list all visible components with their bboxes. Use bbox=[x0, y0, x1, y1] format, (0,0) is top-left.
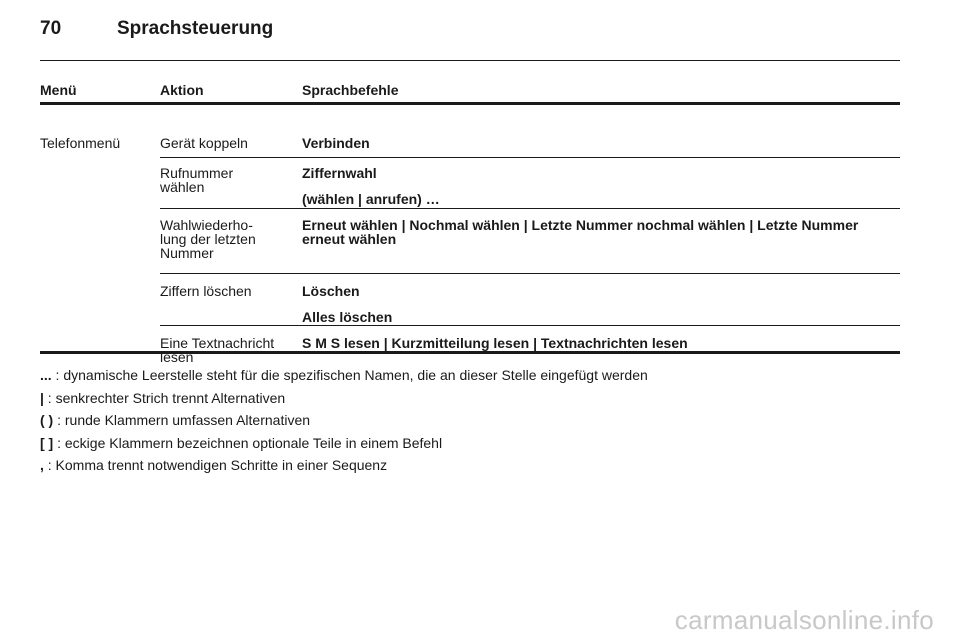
command-text: Verbinden bbox=[302, 135, 370, 151]
legend-item bbox=[40, 432, 648, 455]
action-cell: Eine Textnachricht lesen bbox=[160, 335, 275, 365]
legend-text: : runde Klammern umfassen Alternativen bbox=[53, 412, 311, 428]
command-cell bbox=[302, 284, 900, 324]
legend-symbol: ( ) bbox=[40, 412, 54, 428]
table-row bbox=[40, 284, 900, 324]
command-cell bbox=[302, 166, 900, 206]
page-title: Sprachsteuerung bbox=[117, 18, 274, 39]
table-row bbox=[40, 136, 900, 150]
command-text: S M S lesen | Kurzmitteilung lesen | Textnachrichten lesen bbox=[302, 335, 688, 351]
watermark: carmanualsonline.info bbox=[674, 605, 934, 635]
table-row bbox=[40, 218, 900, 260]
voice-command-table bbox=[40, 82, 900, 365]
header-menu: Menü bbox=[40, 82, 77, 98]
legend-item bbox=[40, 409, 648, 432]
table-bottom-rule bbox=[40, 351, 900, 354]
row-rule bbox=[160, 208, 900, 209]
table-row bbox=[40, 166, 900, 206]
page-number: 70 bbox=[40, 18, 62, 39]
menu-cell: Telefonmenü bbox=[40, 135, 121, 151]
legend-item bbox=[40, 364, 648, 387]
legend-symbol: [ ] bbox=[40, 434, 54, 451]
command-cell bbox=[302, 218, 900, 260]
command-text: Löschen bbox=[302, 283, 360, 299]
command-text: (wählen | anrufen) … bbox=[302, 191, 440, 207]
legend-item bbox=[40, 387, 648, 410]
action-cell: Gerät koppeln bbox=[160, 135, 248, 151]
action-cell: Wahlwiederho- lung der letzten Nummer bbox=[160, 217, 256, 261]
header-rule bbox=[40, 60, 900, 61]
row-rule bbox=[160, 157, 900, 158]
command-cell bbox=[302, 136, 900, 150]
legend-symbol: | bbox=[40, 389, 44, 406]
legend-symbol: , bbox=[40, 457, 44, 473]
command-text: Erneut wählen | Nochmal wählen | Letzte Nummer nochmal wählen | Letzte Nummer erneut wählen bbox=[302, 217, 859, 247]
table-header bbox=[40, 82, 900, 105]
table-row bbox=[40, 336, 900, 364]
legend-symbol: ... bbox=[40, 367, 52, 383]
legend-text: : Komma trennt notwendigen Schritte in einer Sequenz bbox=[43, 457, 388, 473]
syntax-legend bbox=[40, 364, 648, 477]
action-cell: Rufnummer wählen bbox=[160, 165, 234, 195]
command-text: Alles löschen bbox=[302, 309, 393, 325]
command-text: Ziffernwahl bbox=[302, 165, 377, 181]
row-rule bbox=[160, 273, 900, 274]
legend-text: : eckige Klammern bezeichnen optionale Teile in einem Befehl bbox=[53, 434, 443, 451]
page-header bbox=[40, 18, 273, 40]
command-cell bbox=[302, 336, 900, 364]
legend-text: : senkrechter Strich trennt Alternativen bbox=[43, 389, 286, 406]
header-commands: Sprachbefehle bbox=[302, 82, 399, 98]
legend-item bbox=[40, 454, 648, 477]
header-action: Aktion bbox=[160, 82, 204, 98]
action-cell: Ziffern löschen bbox=[160, 283, 252, 299]
legend-text: : dynamische Leerstelle steht für die spezifischen Namen, die an dieser Stelle eingefügt werden bbox=[51, 367, 648, 383]
row-rule bbox=[160, 325, 900, 326]
